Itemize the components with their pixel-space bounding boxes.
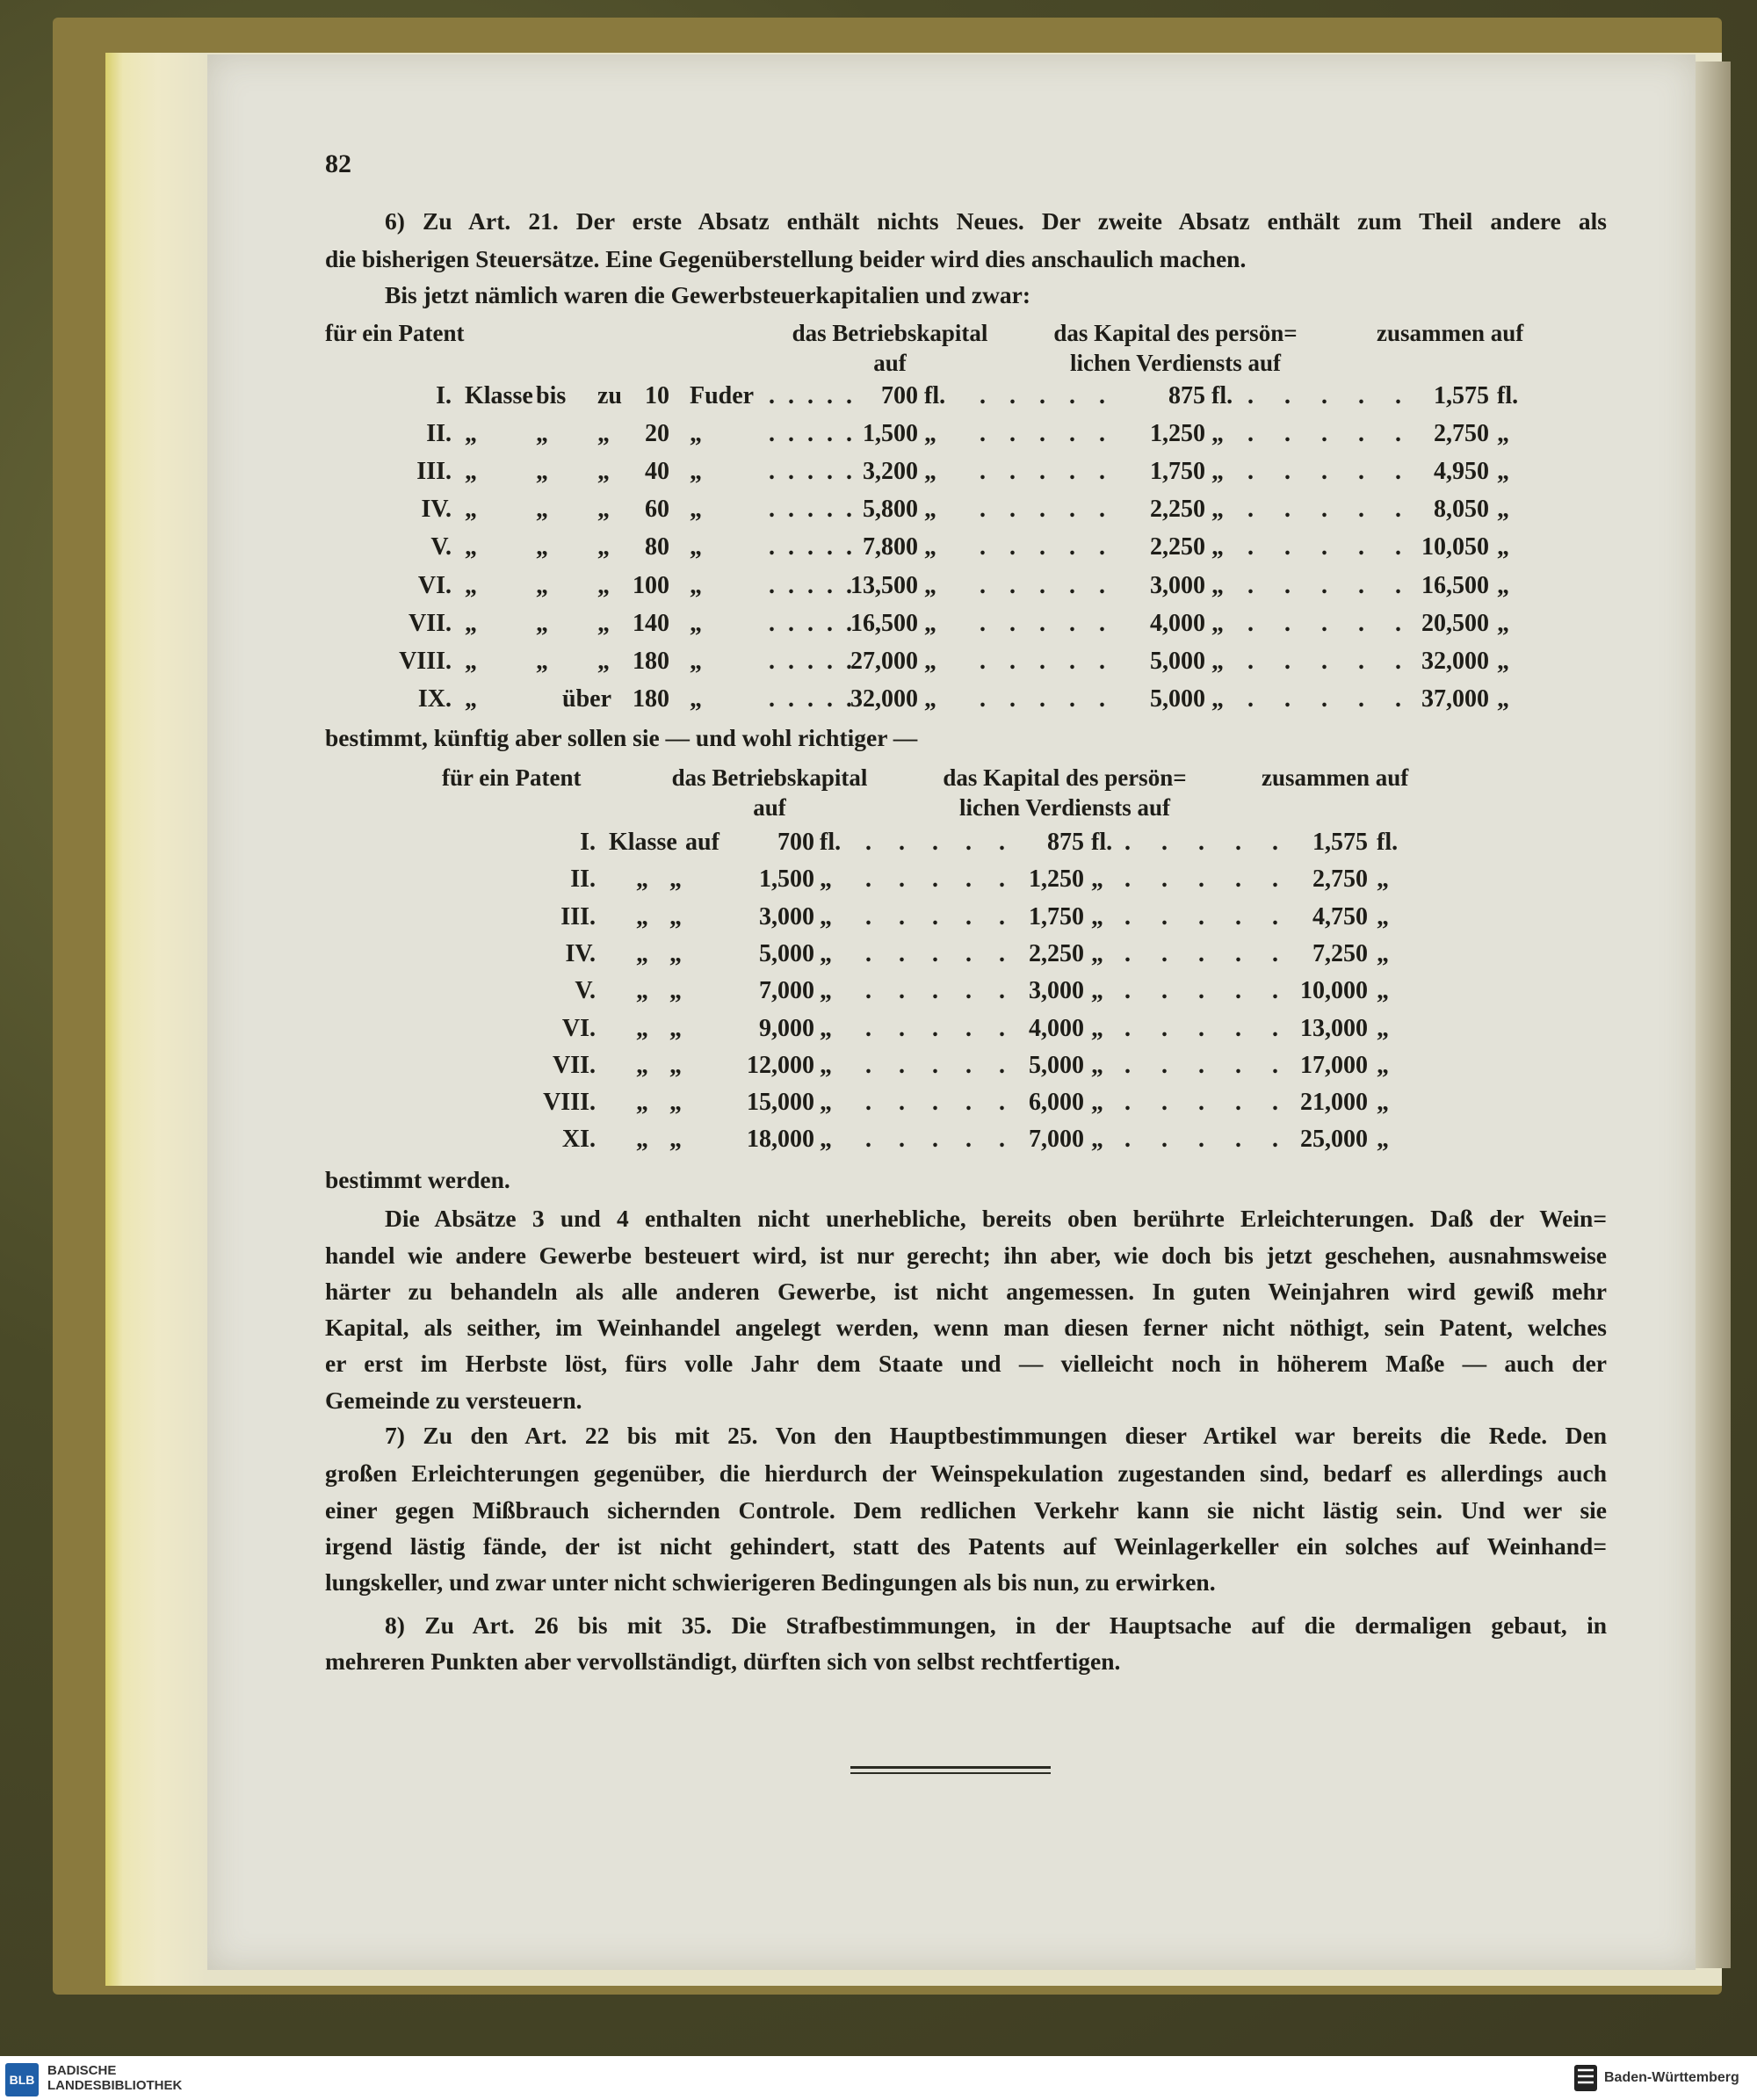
row-label: Klasse: [465, 382, 533, 409]
unit: „: [1497, 684, 1509, 713]
unit: fl.: [1497, 382, 1519, 409]
row-label: „: [536, 647, 548, 675]
leader-dots: . . . . .: [865, 1051, 1016, 1079]
betriebskapital-value: 12,000: [747, 1051, 814, 1079]
leader-dots: . . . . .: [1247, 609, 1414, 637]
betriebskapital-value: 5,800: [863, 496, 918, 524]
row-label: „: [465, 571, 477, 599]
table-header: das Betriebskapital: [671, 764, 868, 791]
leader-dots: . . . . .: [1247, 496, 1414, 524]
leader-dots: . . . . .: [1124, 1014, 1291, 1042]
betriebskapital-value: 3,200: [863, 458, 918, 486]
fuder-amount: 180: [633, 647, 669, 675]
text-line: er erst im Herbste löst, fürs volle Jahr dem Staate und — vielleicht noch in höherem Maße — auch der: [325, 1350, 1607, 1377]
row-label: „: [636, 977, 648, 1005]
leader-dots: . . . . .: [769, 647, 856, 675]
unit: „: [1377, 1014, 1389, 1042]
betriebskapital-value: 3,000: [759, 902, 814, 931]
total-value: 13,000: [1300, 1014, 1368, 1042]
class-numeral: IV.: [421, 496, 452, 524]
row-label: „: [465, 609, 477, 637]
total-value: 2,750: [1312, 865, 1368, 894]
leader-dots: . . . . .: [769, 496, 856, 524]
unit: „: [820, 1126, 832, 1154]
leader-dots: . . . . .: [865, 1089, 1016, 1117]
betriebskapital-value: 1,500: [863, 420, 918, 448]
class-numeral: V.: [430, 533, 452, 561]
class-numeral: VII.: [552, 1051, 596, 1079]
class-numeral: IX.: [417, 684, 452, 713]
row-label: „: [597, 647, 610, 675]
row-label: „: [636, 1051, 648, 1079]
table-header: das Kapital des persön=: [943, 764, 1187, 791]
total-value: 1,575: [1312, 829, 1368, 856]
fuder-amount: 180: [633, 684, 669, 713]
betriebskapital-value: 16,500: [850, 609, 918, 637]
row-label: „: [597, 571, 610, 599]
leader-dots: . . . . .: [1247, 647, 1414, 675]
kapital-value: 2,250: [1150, 496, 1205, 524]
library-name-line1: BADISCHE: [47, 2063, 117, 2078]
text-line: großen Erleichterungen gegenüber, die hierdurch der Weinspekulation zugestanden sind, bedarf es allerdings auch: [325, 1459, 1607, 1487]
unit: „: [690, 533, 702, 561]
unit: „: [1497, 496, 1509, 524]
unit: „: [1091, 977, 1103, 1005]
betriebskapital-value: 700: [777, 829, 814, 856]
unit: „: [690, 647, 702, 675]
row-label: „: [669, 1126, 682, 1154]
kapital-value: 3,000: [1150, 571, 1205, 599]
total-value: 21,000: [1300, 1089, 1368, 1117]
class-numeral: VIII.: [399, 647, 452, 675]
text-line: handel wie andere Gewerbe besteuert wird, ist nur gerecht; ihn aber, wie doch bis jetzt geschehen, ausnahmsweise: [325, 1242, 1607, 1269]
total-value: 2,750: [1434, 420, 1489, 448]
unit: fl.: [1377, 829, 1399, 856]
leader-dots: . . . . .: [980, 458, 1114, 486]
unit: „: [1091, 902, 1103, 931]
leader-dots: . . . . .: [769, 609, 856, 637]
row-label: „: [536, 533, 548, 561]
kapital-value: 5,000: [1150, 647, 1205, 675]
unit: „: [690, 420, 702, 448]
text-line: 6) Zu Art. 21. Der erste Absatz enthält nichts Neues. Der zweite Absatz enthält zum Theil andere als: [385, 207, 1607, 235]
row-label: „: [636, 865, 648, 894]
text-line: Bis jetzt nämlich waren die Gewerbsteuerkapitalien und zwar:: [385, 281, 1031, 308]
leader-dots: . . . . .: [980, 571, 1114, 599]
unit: fl.: [1211, 382, 1233, 409]
class-numeral: I.: [436, 382, 452, 409]
class-numeral: VIII.: [543, 1089, 596, 1117]
unit: „: [1211, 571, 1224, 599]
kapital-value: 4,000: [1029, 1014, 1084, 1042]
row-label: „: [636, 939, 648, 967]
leader-dots: . . . . .: [865, 977, 1016, 1005]
fuder-amount: 40: [645, 458, 669, 486]
row-label: „: [669, 1051, 682, 1079]
row-label: „: [597, 420, 610, 448]
table-header: lichen Verdiensts auf: [1069, 350, 1282, 376]
unit: „: [924, 609, 936, 637]
kapital-value: 5,000: [1029, 1051, 1084, 1079]
row-label: „: [597, 609, 610, 637]
class-numeral: II.: [426, 420, 452, 448]
unit: „: [924, 684, 936, 713]
leader-dots: . . . . .: [865, 939, 1016, 967]
row-label: „: [669, 902, 682, 931]
kapital-value: 3,000: [1029, 977, 1084, 1005]
unit: „: [924, 420, 936, 448]
text-line: lungskeller, und zwar unter nicht schwierigeren Bedingungen als bis nun, zu erwirken.: [325, 1568, 1216, 1596]
unit: „: [1497, 609, 1509, 637]
unit: „: [1497, 420, 1509, 448]
row-label: bis: [536, 382, 567, 409]
table-header-zusammen: zusammen auf: [1377, 320, 1524, 346]
library-name-line2: LANDESBIBLIOTHEK: [47, 2078, 183, 2093]
total-value: 4,750: [1312, 902, 1368, 931]
row-label: „: [465, 647, 477, 675]
unit: „: [924, 458, 936, 486]
leader-dots: . . . . .: [865, 865, 1016, 894]
unit: „: [1497, 458, 1509, 486]
fuder-amount: 100: [633, 571, 669, 599]
leader-dots: . . . . .: [980, 496, 1114, 524]
unit: „: [924, 571, 936, 599]
unit: „: [820, 1014, 832, 1042]
leader-dots: . . . . .: [769, 684, 856, 713]
class-numeral: IV.: [565, 939, 596, 967]
betriebskapital-value: 13,500: [850, 571, 918, 599]
total-value: 32,000: [1421, 647, 1489, 675]
fuder-amount: 20: [645, 420, 669, 448]
table-header: das Betriebskapital: [792, 320, 988, 346]
total-value: 4,950: [1434, 458, 1489, 486]
total-value: 20,500: [1421, 609, 1489, 637]
text-line: Gemeinde zu versteuern.: [325, 1387, 582, 1414]
row-label: „: [669, 939, 682, 967]
unit: Fuder: [690, 382, 755, 409]
transition-line: bestimmt, künftig aber sollen sie — und wohl richtiger —: [325, 724, 918, 751]
kapital-value: 7,000: [1029, 1126, 1084, 1154]
row-label: „: [669, 1089, 682, 1117]
row-label: „: [465, 533, 477, 561]
betriebskapital-value: 18,000: [747, 1126, 814, 1154]
blb-logo-icon: BLB: [5, 2063, 39, 2096]
unit: „: [690, 684, 702, 713]
total-value: 17,000: [1300, 1051, 1368, 1079]
leader-dots: . . . . .: [1247, 571, 1414, 599]
row-label: „: [536, 571, 548, 599]
leader-dots: . . . . .: [1124, 939, 1291, 967]
unit: „: [1377, 977, 1389, 1005]
unit: „: [820, 865, 832, 894]
text-line: einer gegen Mißbrauch sichernden Controle. Dem redlichen Verkehr kann sie nicht lästig sein. Und wer sie: [325, 1496, 1607, 1524]
leader-dots: . . . . .: [865, 902, 1016, 931]
total-value: 25,000: [1300, 1126, 1368, 1154]
betriebskapital-value: 15,000: [747, 1089, 814, 1117]
table-header: das Kapital des persön=: [1053, 320, 1298, 346]
fuder-amount: 10: [645, 382, 669, 409]
kapital-value: 4,000: [1150, 609, 1205, 637]
class-numeral: XI.: [561, 1126, 596, 1154]
fuder-amount: 60: [645, 496, 669, 524]
table-header-zusammen: zusammen auf: [1262, 764, 1409, 791]
row-label: zu: [597, 382, 622, 409]
text-line: mehreren Punkten aber vervollständigt, dürften sich von selbst rechtfertigen.: [325, 1647, 1121, 1675]
kapital-value: 1,750: [1150, 458, 1205, 486]
leader-dots: . . . . .: [1124, 1089, 1291, 1117]
leader-dots: . . . . .: [769, 533, 856, 561]
kapital-value: 2,250: [1029, 939, 1084, 967]
leader-dots: . . . . .: [1247, 533, 1414, 561]
total-value: 1,575: [1434, 382, 1489, 409]
leader-dots: . . . . .: [1124, 1126, 1291, 1154]
unit: „: [1211, 684, 1224, 713]
row-label: „: [536, 496, 548, 524]
betriebskapital-value: 700: [881, 382, 918, 409]
leader-dots: . . . . .: [865, 829, 1016, 856]
leader-dots: . . . . .: [980, 647, 1114, 675]
unit: „: [690, 496, 702, 524]
unit: „: [1091, 1014, 1103, 1042]
leader-dots: . . . . .: [1124, 1051, 1291, 1079]
leader-dots: . . . . .: [769, 420, 856, 448]
page-number: 82: [325, 149, 351, 178]
row-label: „: [669, 977, 682, 1005]
unit: „: [1211, 533, 1224, 561]
unit: „: [690, 571, 702, 599]
row-label: „: [536, 420, 548, 448]
unit: „: [1091, 939, 1103, 967]
unit: „: [1211, 647, 1224, 675]
unit: „: [1377, 1051, 1389, 1079]
betriebskapital-value: 27,000: [850, 647, 918, 675]
table-header-patent: für ein Patent: [325, 320, 465, 346]
betriebskapital-value: 1,500: [759, 865, 814, 894]
row-label: über: [562, 684, 611, 713]
leader-dots: . . . . .: [769, 458, 856, 486]
total-value: 10,000: [1300, 977, 1368, 1005]
footer-bar: [0, 2056, 1757, 2100]
leader-dots: . . . . .: [980, 420, 1114, 448]
unit: „: [1211, 496, 1224, 524]
total-value: 7,250: [1312, 939, 1368, 967]
text-line: 8) Zu Art. 26 bis mit 35. Die Strafbestimmungen, in der Hauptsache auf die dermaligen gebaut, in: [385, 1611, 1607, 1639]
table-header: lichen Verdiensts auf: [958, 794, 1171, 821]
unit: „: [1211, 609, 1224, 637]
row-label: „: [636, 902, 648, 931]
leader-dots: . . . . .: [1247, 684, 1414, 713]
leader-dots: . . . . .: [1124, 865, 1291, 894]
kapital-value: 875: [1047, 829, 1084, 856]
class-numeral: VI.: [561, 1014, 596, 1042]
betriebskapital-value: 32,000: [850, 684, 918, 713]
unit: „: [820, 939, 832, 967]
row-label: „: [597, 533, 610, 561]
leader-dots: . . . . .: [769, 382, 856, 409]
class-numeral: III.: [416, 458, 452, 486]
section-end-rule: [850, 1766, 1051, 1774]
row-label: „: [636, 1089, 648, 1117]
unit: „: [1377, 865, 1389, 894]
unit: „: [1497, 571, 1509, 599]
leader-dots: . . . . .: [769, 571, 856, 599]
closing-line: bestimmt werden.: [325, 1166, 510, 1193]
class-numeral: V.: [575, 977, 596, 1005]
leader-dots: . . . . .: [1124, 902, 1291, 931]
unit: „: [1497, 533, 1509, 561]
unit: „: [1091, 1051, 1103, 1079]
right-page-edge: [1696, 62, 1731, 1968]
row-label: „: [669, 1014, 682, 1042]
total-value: 10,050: [1421, 533, 1489, 561]
unit: fl.: [924, 382, 946, 409]
betriebskapital-value: 7,800: [863, 533, 918, 561]
text-line: härter zu behandeln als alle anderen Gewerbe, ist nicht angemessen. In guten Weinjahren wird gewiß mehr: [325, 1278, 1607, 1305]
leader-dots: . . . . .: [980, 684, 1114, 713]
unit: fl.: [1091, 829, 1113, 856]
leader-dots: . . . . .: [1247, 420, 1414, 448]
class-numeral: III.: [560, 902, 596, 931]
unit: „: [1091, 1089, 1103, 1117]
unit: „: [924, 533, 936, 561]
unit: „: [1377, 902, 1389, 931]
unit: „: [1211, 458, 1224, 486]
row-label: „: [597, 458, 610, 486]
fuder-amount: 140: [633, 609, 669, 637]
row-label: „: [465, 458, 477, 486]
table-header: auf: [873, 350, 907, 376]
row-label: auf: [685, 829, 719, 856]
unit: „: [1377, 1089, 1389, 1117]
leader-dots: . . . . .: [980, 382, 1114, 409]
unit: „: [1091, 1126, 1103, 1154]
class-numeral: I.: [580, 829, 596, 856]
unit: „: [1091, 865, 1103, 894]
kapital-value: 1,250: [1150, 420, 1205, 448]
leader-dots: . . . . .: [1247, 382, 1414, 409]
total-value: 37,000: [1421, 684, 1489, 713]
betriebskapital-value: 5,000: [759, 939, 814, 967]
row-label: „: [636, 1014, 648, 1042]
kapital-value: 6,000: [1029, 1089, 1084, 1117]
table-header: auf: [753, 794, 786, 821]
total-value: 8,050: [1434, 496, 1489, 524]
row-label: „: [465, 420, 477, 448]
row-label: „: [597, 496, 610, 524]
unit: „: [924, 647, 936, 675]
row-label: „: [669, 865, 682, 894]
unit: „: [820, 977, 832, 1005]
text-line: 7) Zu den Art. 22 bis mit 25. Von den Hauptbestimmungen dieser Artikel war bereits die Rede. Den: [385, 1422, 1607, 1449]
leader-dots: . . . . .: [980, 609, 1114, 637]
leader-dots: . . . . .: [980, 533, 1114, 561]
unit: „: [924, 496, 936, 524]
row-label: „: [536, 609, 548, 637]
text-line: irgend lästig fände, der ist nicht gehindert, statt des Patents auf Weinlagerkeller ein solches auf Weinhand=: [325, 1532, 1607, 1560]
unit: „: [690, 609, 702, 637]
leader-dots: . . . . .: [1124, 977, 1291, 1005]
unit: „: [1211, 420, 1224, 448]
total-value: 16,500: [1421, 571, 1489, 599]
unit: fl.: [820, 829, 842, 856]
row-label: „: [636, 1126, 648, 1154]
class-numeral: II.: [570, 865, 596, 894]
table-header-patent: für ein Patent: [442, 764, 582, 791]
text-line: Kapital, als seither, im Weinhandel angelegt werden, wenn man diesen ferner nicht nöthigt, sein Patent, welches: [325, 1314, 1607, 1341]
row-label: „: [536, 458, 548, 486]
row-label: „: [465, 496, 477, 524]
betriebskapital-value: 9,000: [759, 1014, 814, 1042]
row-label: „: [465, 684, 477, 713]
row-label: Klasse: [609, 829, 677, 856]
leader-dots: . . . . .: [1124, 829, 1291, 856]
leader-dots: . . . . .: [1247, 458, 1414, 486]
unit: „: [1377, 939, 1389, 967]
unit: „: [820, 1089, 832, 1117]
unit: „: [1377, 1126, 1389, 1154]
unit: „: [1497, 647, 1509, 675]
class-numeral: VI.: [417, 571, 452, 599]
state-name: Baden-Württemberg: [1604, 2070, 1739, 2085]
fuder-amount: 80: [645, 533, 669, 561]
kapital-value: 1,250: [1029, 865, 1084, 894]
unit: „: [820, 902, 832, 931]
kapital-value: 875: [1168, 382, 1205, 409]
kapital-value: 5,000: [1150, 684, 1205, 713]
baden-wuerttemberg-crest-icon: [1573, 2061, 1599, 2095]
leader-dots: . . . . .: [865, 1014, 1016, 1042]
text-line: Die Absätze 3 und 4 enthalten nicht unerhebliche, bereits oben berührte Erleichterungen. Daß der Wein=: [385, 1205, 1607, 1232]
unit: „: [820, 1051, 832, 1079]
betriebskapital-value: 7,000: [759, 977, 814, 1005]
text-line: die bisherigen Steuersätze. Eine Gegenüberstellung beider wird dies anschaulich machen.: [325, 245, 1247, 272]
unit: „: [690, 458, 702, 486]
kapital-value: 1,750: [1029, 902, 1084, 931]
class-numeral: VII.: [408, 609, 452, 637]
leader-dots: . . . . .: [865, 1126, 1016, 1154]
kapital-value: 2,250: [1150, 533, 1205, 561]
